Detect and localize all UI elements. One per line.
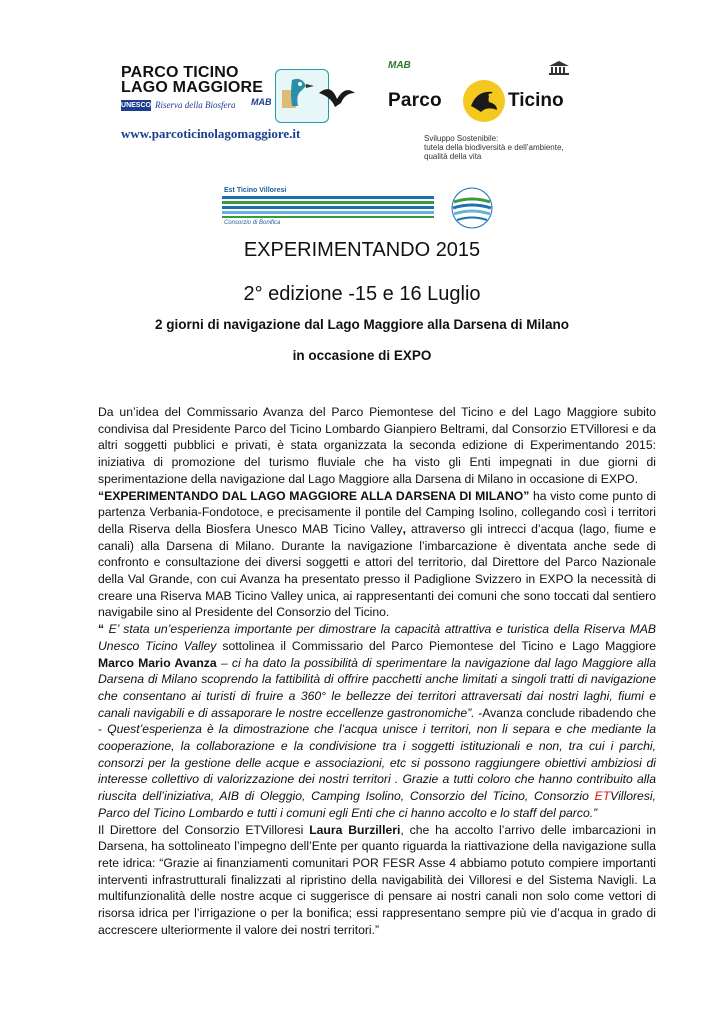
paragraph-intro: Da un’idea del Commissario Avanza del Parco Piemontese del Ticino e del Lago Maggiore subito condivisa dal Presidente Parco del Ticino Lombardo Gianpiero Beltrami, dal Consorzio ETVilloresi e da altri soggetti pubblici e privati, è stata organizzata la seconda edizione di Experimentando 2015: iniziativa di promozione del turismo fluviale che ha visto gli Enti impegnati in due giorni di sperimentazione della navigazione dal Lago Maggiore alla Darsena di Milano in occasione di EXPO. [98,405,656,486]
et-highlight: ET [594,789,611,804]
logo-name-ticino: Ticino [508,90,564,111]
quote-part1: E’ stata un’esperienza importante per dimostrare la capacità attrattiva e turistica della Riserva MAB Unesco Ticino Valley [98,622,656,653]
slogan-line2: tutela della biodiversità e dell’ambiente, [424,143,564,152]
bird-silhouette-icon [317,83,357,118]
route-text-a: ha visto come punto di partenza Verbania-Fondotoce, e precisamente il pontile del Camping Isolino, collegando così i territori della Riserva della Biosfera Unesco MAB Ticino Valley [98,488,656,536]
logo-slogan [424,134,574,161]
website-url: www.parcoticinolagomaggiore.it [121,126,301,141]
burzilleri-lead: Il Direttore del Consorzio ETVilloresi [98,822,310,837]
slogan-line1: Sviluppo Sostenibile: [424,134,499,143]
quote-conclusion-lead: -Avanza conclude ribadendo che - [98,705,656,737]
paragraph-quote-avanza [98,621,656,821]
mab-mark: MAB [388,60,411,71]
burzilleri-text: , che ha accolto l’arrivo delle imbarcazioni in Darsena, ha sottolineato l’impegno dell’Ente per quanto riguarda la riattivazione della navigazione sulla rete idrica: “Grazie ai finanziamenti comunitari POR FESR Asse 4 abbiamo potuto compiere importanti interventi infrastrutturali finalizzati al ripristino della navigabilità dei Villoresi e del Sistema Navigli. La multifunzionalità delle nostre acque ci suggerisce di pensare ai nostri canali non solo come vettori di risorsa idrica per l’irrigazione o per la bonifica; essi rappresentano sempre più vie d’acqua in grado di accrescere ulteriormente il valore dei nostri territori.” [98,822,656,937]
headline-line2: in occasione di EXPO [292,348,432,363]
logo-label: Est Ticino Villoresi [224,187,287,194]
quote-part3: Quest’esperienza è la dimostrazione che l’acqua unisce i territori, non li separa e che mediante la cooperazione, la collaborazione e la condivisione tra i soggetti istituzionali e non, tra cui i parchi, consorzi per la gestione delle acque e associazioni, etc si possono raggiungere obiettivi ambiziosi di interesse collettivo di valorizzazione dei nostri territori . Grazie a tutti coloro che hanno contribuito alla riuscita dell’iniziativa, AIB di Oleggio, Camping Isolino, Consorzio del Ticino, Consorzio [98,722,656,804]
speaker-name: Marco Mario Avanza [98,655,217,670]
logo-title-line2: LAGO MAGGIORE [121,79,264,96]
parco-ticino-lago-maggiore-logo [117,63,353,147]
logo-title-line1: PARCO TICINO [121,64,239,81]
paragraph-burzilleri [98,822,656,939]
parco-ticino-logo [388,58,588,161]
est-ticino-villoresi-logo [222,186,494,231]
slogan-line3: qualità della vita [424,152,482,161]
logo-name-parco: Parco [388,90,442,111]
page-subtitle: 2° edizione -15 e 16 Luglio [243,283,481,305]
quote-part2: – ci ha dato la possibilità di sperimentare la navigazione dal lago Maggiore alla Darsena di Milano scoprendo la fattibilità di offrire pacchetti anche limitati a singoli tratti di navigazione che consentano ai turisti di fruire a 360° le bellezze dei territori attraversati dai nostri laghi, fiumi e canali navigabili e di assaporare le nostre eccellenze gastronomiche”. [98,655,656,720]
event-name-bold: “EXPERIMENTANDO DAL LAGO MAGGIORE ALLA DARSENA DI MILANO” [98,488,530,503]
director-name: Laura Burzilleri [309,822,401,837]
page-title: EXPERIMENTANDO 2015 [243,239,481,261]
logo-consorzio: Consorzio di Bonifica [224,220,281,226]
route-comma: , [402,521,407,536]
sun-bird-icon [461,78,507,129]
quote-part4: Villoresi, Parco del Ticino Lombardo e tutti i comuni egli Enti che ci hanno accolto e lo staff del parco.” [98,789,656,820]
logo-riserva-text: Riserva della Biosfera [155,100,236,110]
quote-attribution: sottolinea il Commissario del Parco Piemontese del Ticino e Lago Maggiore [216,638,656,653]
article-body [98,404,656,939]
mab-mark: MAB [251,97,272,107]
route-text-b: attraverso gli intrecci d’acqua (lago, fiume e canali) alla Darsena di Milano. Durante la navigazione l’imbarcazione è diventata anche sede di confronto e consultazione dei diversi soggetti e attori del territorio, dal Direttore del Parco Nazionale della Val Grande, con cui Avanza ha presentato presso il Padiglione Svizzero in EXPO la necessità di creare una Riserva MAB Ticino Valley unica, ai rappresentanti dei comuni che sono toccati dal sentiero navigabile sino al Presidente del Consorzio del Ticino. [98,521,656,620]
unesco-badge: UNESCO [121,102,151,109]
unesco-temple-icon [548,60,570,81]
paragraph-route [98,488,656,622]
headline-line1: 2 giorni di navigazione dal Lago Maggiore alla Darsena di Milano [154,317,570,332]
quote-open: “ [98,622,109,637]
